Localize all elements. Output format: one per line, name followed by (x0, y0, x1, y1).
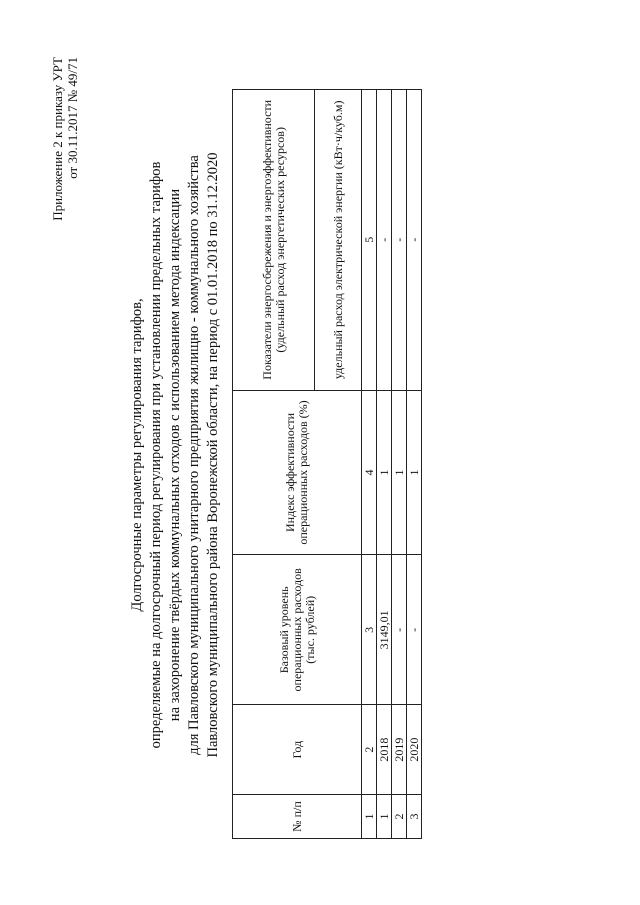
cell-num: 1 (377, 795, 392, 839)
appendix-line-1: Приложение 2 к приказу УРТ (50, 57, 65, 221)
table-row (392, 90, 407, 839)
header-energy-group: Показатели энергосбережения и энергоэффективности (удельный расход энергетических ресурсов) (233, 90, 315, 391)
header-base-level: Базовый уровень операционных расходов (тыс. рублей) (233, 555, 362, 705)
title-line-1: Долгосрочные параметры регулирования тарифов, (129, 298, 145, 612)
table-row (407, 90, 422, 839)
col-number: 2 (362, 705, 377, 795)
cell-index: 1 (377, 390, 392, 555)
cell-base: - (392, 555, 407, 705)
column-number-row (362, 90, 377, 839)
cell-base: - (407, 555, 422, 705)
cell-year: 2018 (377, 705, 392, 795)
cell-year: 2020 (407, 705, 422, 795)
col-number: 1 (362, 795, 377, 839)
cell-energy: - (407, 90, 422, 391)
title-line-3: на захоронение твёрдых коммунальных отходов с использованием метода индексации (167, 188, 183, 722)
header-year: Год (233, 705, 362, 795)
cell-base: 3149,01 (377, 555, 392, 705)
col-number: 3 (362, 555, 377, 705)
parameters-table (232, 89, 422, 839)
appendix-note (50, 57, 80, 221)
cell-index: 1 (392, 390, 407, 555)
appendix-line-2: от 30.11.2017 № 49/71 (65, 57, 80, 179)
rotated-page-content (40, 45, 600, 865)
cell-num: 3 (407, 795, 422, 839)
cell-energy: - (377, 90, 392, 391)
col-number: 5 (362, 90, 377, 391)
col-number: 4 (362, 390, 377, 555)
table-row (377, 90, 392, 839)
title-line-4: для Павловского муниципального унитарного предприятия жилищно - коммунального хозяйства (186, 155, 202, 755)
header-num: № п/п (233, 795, 362, 839)
document-title (128, 45, 223, 865)
table-header-row (233, 90, 315, 839)
title-line-2: определяемые на долгосрочный период регулирования при установлении предельных тарифов (148, 161, 164, 749)
header-efficiency-index: Индекс эффективности операционных расходов (%) (233, 390, 362, 555)
cell-energy: - (392, 90, 407, 391)
cell-index: 1 (407, 390, 422, 555)
cell-year: 2019 (392, 705, 407, 795)
header-energy-sub: удельный расход электрической энергии (кВт·ч/куб.м) (315, 90, 362, 391)
cell-num: 2 (392, 795, 407, 839)
title-line-5: Павловского муниципального района Воронежской области, на период с 01.01.2018 по 31.12.2020 (205, 152, 221, 758)
